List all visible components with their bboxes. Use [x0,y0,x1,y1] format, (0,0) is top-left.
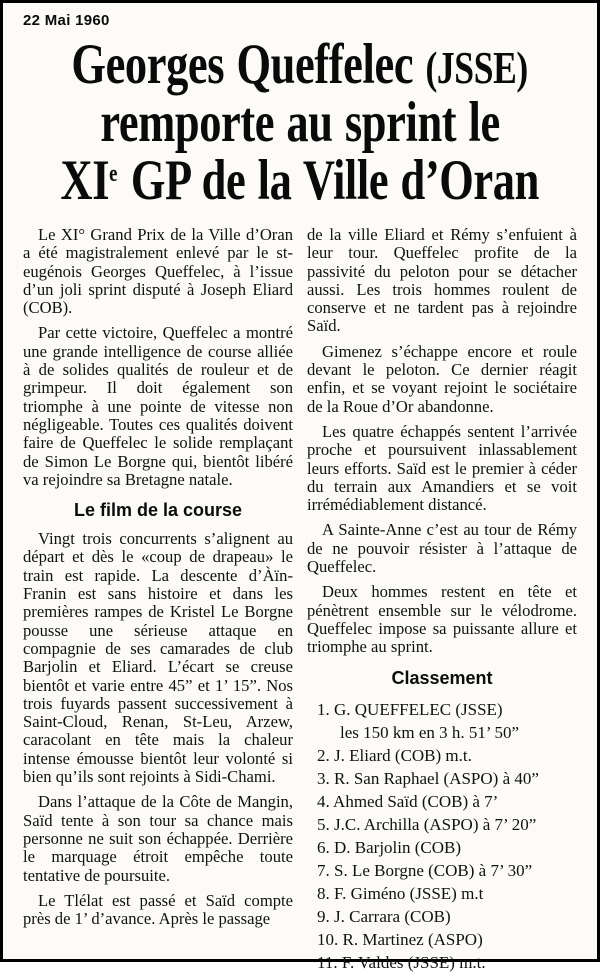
paragraph-gimenez: Gimenez s’échappe encore et roule devant le peloton. Ce dernier réagit enfin, et se voyant rejoint le sociétaire de la Roue d’Or abandonne. [307,341,577,416]
paragraph-cote-de-mangin: Dans l’attaque de la Côte de Mangin, Saïd tente à son tour sa chance mais personne ne suit son échappée. Derrière le marquage étroit empêche toute tentative de poursuite. [23,792,293,885]
classement-entry-3: 3. R. San Raphael (ASPO) à 40” [317,768,539,788]
paragraph-eliard-remy: de la ville Eliard et Rémy s’enfuient à leur tour. Queffelec profite de la passivité du peloton pour se détacher aussi. Les trois hommes roulent de conserve et ne tardent pas à rejoindre Saïd. [307,225,577,336]
classement-entry-11: 11. F. Valdes (JSSE) m.t. [317,952,486,972]
headline-winner-club: (JSSE) [425,41,529,93]
classement-entry-5: 5. J.C. Archilla (ASPO) à 7’ 20” [317,814,537,834]
headline-edition-ordinal: e [109,161,118,188]
classement-entry-6: 6. D. Barjolin (COB) [317,837,462,857]
classement-entry-4: 4. Ahmed Saïd (COB) à 7’ [317,791,499,811]
classement-entry-1: 1. G. QUEFFELEC (JSSE) [317,699,503,719]
article-body [3,209,597,974]
paragraph-tlelat: Le Tlélat est passé et Saïd compte près de 1’ d’avance. Après le passage [23,890,293,929]
headline-race-name: GP de la Ville d’Oran [131,148,540,212]
section-heading-classement: Classement [391,667,493,688]
headline-edition-numeral: XI [60,148,110,212]
left-column [23,226,293,974]
classement-entry-10: 10. R. Martinez (ASPO) [317,929,483,949]
section-heading-film-de-la-course: Le film de la course [73,500,243,521]
headline-line-2-text: remporte au sprint le [100,90,500,154]
headline-line-2 [3,90,597,154]
classement-list [307,698,577,974]
paragraph-velodrome: Deux hommes restent en tête et pénètrent ensemble sur le vélodrome. Queffelec impose sa puissante allure et triomphe au sprint. [307,582,577,657]
paragraph-quatre-echappes: Les quatre échappés sentent l’arrivée proche et poursuivent inlassablement leurs efforts. Saïd est le premier à céder du terrain aux Amandiers et se voit irrémédiablement distancé. [307,421,577,515]
paragraph-race-start: Vingt trois concurrents s’alignent au départ et dès le «coup de drapeau» le train est rapide. La descente d’Àïn-Franin est sans histoire et dans les premières rampes de Kristel Le Borgne pousse une sérieuse attaque en compagnie de ses camarades de club Barjolin et Eliard. L’écart se creuse bientôt et varie entre 45” et 1’ 15”. Nos trois fuyards passent successivement à Saint-Cloud, Renan, St-Leu, Arzew, caracolant en tête mais la chaleur intense émousse bientôt leur volonté si bien qu’ils sont rejoints à Sidi-Chami. [23,529,293,787]
headline-line-1 [3,32,597,96]
right-column [307,226,577,974]
headline [3,3,597,212]
article-date: 22 Mai 1960 [23,12,110,29]
headline-winner-name: Georges Queffelec [71,32,414,96]
classement-entry-8: 8. F. Giméno (JSSE) m.t [317,883,484,903]
classement-entry-2: 2. J. Eliard (COB) m.t. [317,745,472,765]
classement-entry-1-time: les 150 km en 3 h. 51’ 50” [340,722,520,742]
headline-line-3 [3,148,597,212]
headline-line-3-text [61,148,539,213]
paragraph-intro: Le XI° Grand Prix de la Ville d’Oran a été magistralement enlevé par le st-eugénois Georges Queffelec, à l’issue d’un joli sprint disputé à Joseph Eliard (COB). [23,225,293,318]
classement-entry-7: 7. S. Le Borgne (COB) à 7’ 30” [317,860,533,880]
classement-entry-9: 9. J. Carrara (COB) [317,906,451,926]
paragraph-sainte-anne: A Sainte-Anne c’est au tour de Rémy de ne pouvoir résister à l’attaque de Queffelec. [307,520,577,577]
headline-line-1-text [72,32,528,97]
paragraph-victory: Par cette victoire, Queffelec a montré une grande intelligence de course alliée à de solides qualités de rouleur et de grimpeur. Il doit également son triomphe à une pointe de vitesse non négligeable. Toutes ces qualités doivent faire de Queffelec le solide remplaçant de Simon Le Borgne qui, bientôt libéré va rejoindre sa Bretagne natale. [23,323,293,489]
